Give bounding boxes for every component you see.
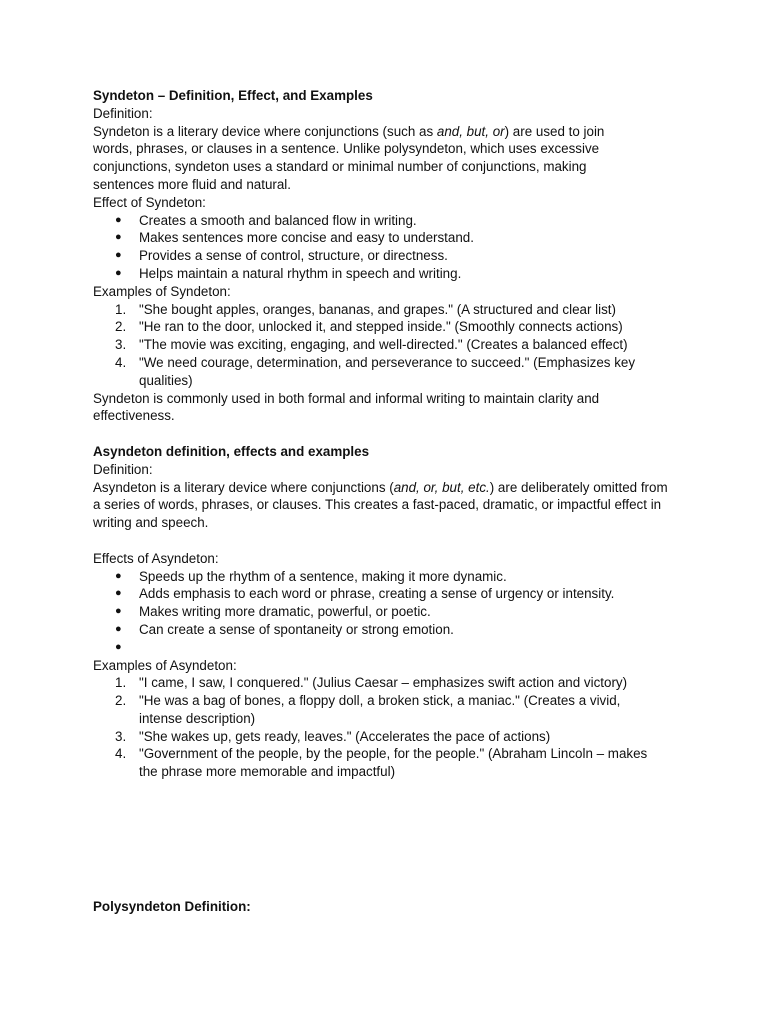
list-item: ● Makes sentences more concise and easy to understand. xyxy=(115,230,474,246)
syndeton-definition-label: Definition: xyxy=(93,105,153,121)
asyndeton-effects-label: Effects of Asyndeton: xyxy=(93,550,219,566)
list-item: 3. "The movie was exciting, engaging, and well-directed." (Creates a balanced effect) xyxy=(115,337,628,353)
bullet-icon: ● xyxy=(115,622,122,635)
list-item: 1. "She bought apples, oranges, bananas, and grapes." (A structured and clear list) xyxy=(115,301,616,317)
syndeton-definition-emphasis: and, but, or xyxy=(436,123,505,139)
bullet-icon: ● xyxy=(115,569,122,582)
syndeton-examples-list xyxy=(93,301,693,390)
bullet-icon: ● xyxy=(115,213,122,226)
list-item: ● Helps maintain a natural rhythm in speech and writing. xyxy=(115,265,462,281)
syndeton-definition-post: ) are used to join words, phrases, or clauses in a sentence. Unlike polysyndeton, which uses excessive conjunctions, syndeton uses a standard or minimal number of conjunctions, making sentences more fluid and natural. xyxy=(93,123,605,192)
bullet-icon: ● xyxy=(115,231,122,244)
bullet-icon: ● xyxy=(115,605,122,618)
list-item: 1. "I came, I saw, I conquered." (Julius Caesar – emphasizes swift action and victory) xyxy=(115,675,628,691)
syndeton-effects-list xyxy=(93,212,693,283)
list-item: ● Adds emphasis to each word or phrase, creating a sense of urgency or intensity. xyxy=(115,586,615,602)
blank-line xyxy=(93,425,693,443)
list-number: 1. xyxy=(115,675,127,691)
asyndeton-definition-text xyxy=(93,479,668,532)
polysyndeton-section xyxy=(93,898,693,916)
asyndeton-heading: Asyndeton definition, effects and examples xyxy=(93,443,370,459)
asyndeton-definition-label: Definition: xyxy=(93,461,153,477)
list-number: 3. xyxy=(115,337,127,353)
list-item: ● Creates a smooth and balanced flow in writing. xyxy=(115,212,417,228)
list-item: ● Can create a sense of spontaneity or strong emotion. xyxy=(115,621,454,637)
asyndeton-section xyxy=(93,443,693,781)
list-number: 3. xyxy=(115,728,127,744)
blank-line xyxy=(93,532,693,550)
bullet-icon: ● xyxy=(115,249,122,262)
asyndeton-definition-post: ) are deliberately omitted from a series of words, phrases, or clauses. This creates a fast-paced, dramatic, or impactful effect in writing and speech. xyxy=(93,479,668,531)
list-number: 2. xyxy=(115,693,127,709)
bullet-icon: ● xyxy=(115,266,122,279)
list-item: 4. "Government of the people, by the people, for the people." (Abraham Lincoln – makes the phrase more memorable and impactful) xyxy=(115,746,648,780)
list-item: 2. "He ran to the door, unlocked it, and stepped inside." (Smoothly connects actions) xyxy=(115,319,623,335)
list-item: 4. "We need courage, determination, and perseverance to succeed." (Emphasizes key qualities) xyxy=(115,354,636,388)
syndeton-closing: Syndeton is commonly used in both formal and informal writing to maintain clarity and effectiveness. xyxy=(93,390,600,424)
list-item: ● Provides a sense of control, structure, or directness. xyxy=(115,248,448,264)
list-item: ● Speeds up the rhythm of a sentence, making it more dynamic. xyxy=(115,568,507,584)
list-item: 3. "She wakes up, gets ready, leaves." (Accelerates the pace of actions) xyxy=(115,728,551,744)
syndeton-definition-pre: Syndeton is a literary device where conjunctions (such as xyxy=(93,123,437,139)
syndeton-heading: Syndeton – Definition, Effect, and Examples xyxy=(93,88,373,103)
list-item: ● Makes writing more dramatic, powerful, or poetic. xyxy=(115,604,431,620)
bullet-icon: ● xyxy=(115,640,122,653)
polysyndeton-heading: Polysyndeton Definition: xyxy=(93,899,251,915)
page-gap xyxy=(93,781,693,898)
list-number: 2. xyxy=(115,319,127,335)
asyndeton-effects-list xyxy=(93,568,693,657)
list-number: 4. xyxy=(115,746,127,762)
asyndeton-definition-emphasis: and, or, but, etc. xyxy=(393,479,490,495)
syndeton-definition-text xyxy=(93,123,641,194)
syndeton-effect-label: Effect of Syndeton: xyxy=(93,194,206,210)
list-number: 1. xyxy=(115,301,127,317)
syndeton-examples-label: Examples of Syndeton: xyxy=(93,283,231,299)
list-item: 2. "He was a bag of bones, a floppy doll, a broken stick, a maniac." (Creates a vivid, intense description) xyxy=(115,693,621,726)
bullet-icon: ● xyxy=(115,587,122,600)
list-number: 4. xyxy=(115,354,127,370)
syndeton-section xyxy=(93,87,693,425)
asyndeton-definition-pre: Asyndeton is a literary device where conjunctions ( xyxy=(93,479,394,495)
list-item xyxy=(93,639,693,657)
asyndeton-examples-list xyxy=(93,674,693,781)
asyndeton-examples-label: Examples of Asyndeton: xyxy=(93,657,237,673)
document-page xyxy=(93,87,693,916)
